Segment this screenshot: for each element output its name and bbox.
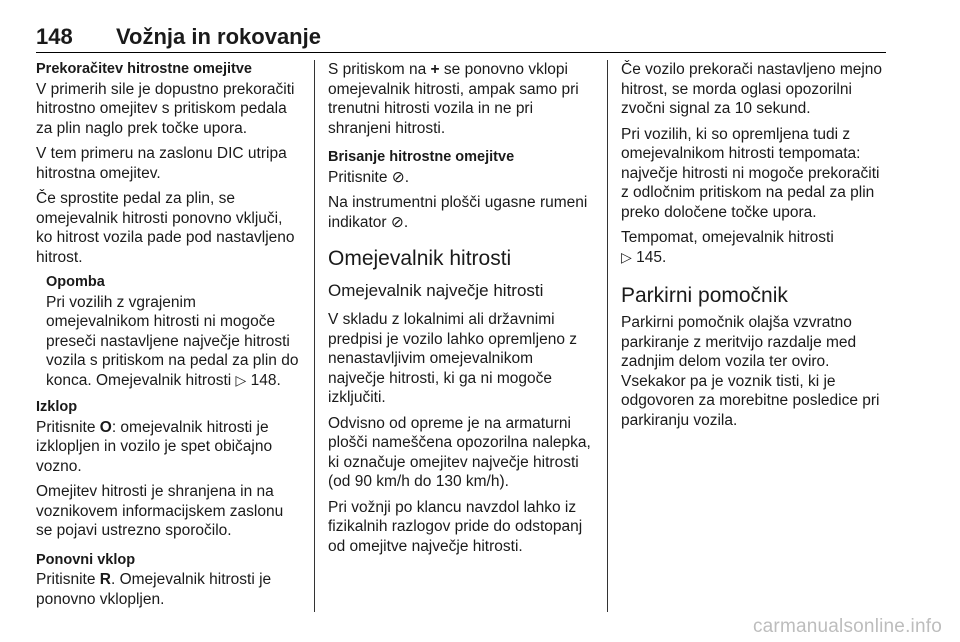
page-header — [36, 24, 886, 53]
paragraph: Na instrumentni plošči ugasne rumeni indikator ⊘. — [328, 194, 588, 231]
column-middle — [328, 60, 594, 562]
speed-limiter-indicator-icon: ⊘ — [390, 213, 404, 231]
paragraph: Parkirni pomočnik olajša vzvratno parkiranje z meritvijo razdalje med zadnjim delom vozila ter oviro. Vsekakor pa je voznik tisti, ki je odgovoren za morebitne posledice pri parkiranju vozila. — [621, 314, 880, 429]
paragraph: S pritiskom na + se ponovno vklopi omejevalnik hitrosti, ampak samo pri trenutni hitrosti vozila in ne pri shranjeni hitrosti. — [328, 61, 579, 137]
paragraph: V tem primeru na zaslonu DIC utripa hitrostna omejitev. — [36, 145, 287, 182]
chapter-heading-parking-assist: Parkirni pomočnik — [621, 284, 788, 307]
resume-button-symbol-icon: R — [99, 571, 111, 588]
page-number: 148 — [36, 24, 73, 49]
speed-limiter-icon: ⊘ — [391, 168, 405, 186]
column-left — [36, 60, 302, 615]
paragraph: Pritisnite O: omejevalnik hitrosti je izklopljen in vozilo je spet običajno vozno. — [36, 418, 273, 475]
paragraph: Pritisnite R. Omejevalnik hitrosti je ponovno vklopljen. — [36, 571, 272, 608]
section-heading-off: Izklop — [36, 399, 78, 415]
paragraph: Tempomat, omejevalnik hitrosti ▷ 145. — [621, 229, 834, 266]
note-text: Pri vozilih z vgrajenim omejevalnikom hitrosti ni mogoče preseči nastavljene največje hitrosti vozila s pritiskom na pedal za plin do konca. Omejevalnik hitrosti ▷ 148. — [46, 293, 299, 389]
paragraph: Če vozilo prekorači nastavljeno mejno hitrost, se morda oglasi opozorilni zvočni signal za 10 sekund. — [621, 61, 883, 117]
paragraph: V primerih sile je dopustno prekoračiti hitrostno omejitev s pritiskom pedala za plin naglo prek točke upora. — [36, 80, 295, 137]
chapter-heading-speed-limiter: Omejevalnik hitrosti — [328, 247, 512, 270]
watermark: carmanualsonline.info — [752, 616, 942, 637]
column-right — [621, 60, 889, 436]
paragraph: Omejitev hitrosti je shranjena in na voznikovem informacijskem zaslonu se pojavi ustrezno sporočilo. — [36, 483, 284, 539]
paragraph: Pri vožnji po klancu navzdol lahko iz fizikalnih razlogov pride do odstopanj od omejitve največje hitrosti. — [328, 498, 583, 555]
section-heading-on: Ponovni vklop — [36, 551, 136, 568]
note-box — [36, 273, 302, 390]
paragraph: Pritisnite ⊘. — [328, 168, 410, 186]
cancel-button-symbol-icon: O — [99, 418, 112, 436]
note-heading: Opomba — [46, 274, 105, 290]
paragraph: V skladu z lokalnimi ali državnimi predpisi je vozilo lahko opremljeno z nenastavljivim omejevalnikom največje hitrosti, ki ga ni mogoče izključiti. — [328, 311, 577, 406]
reference-arrow-icon: ▷ — [621, 248, 632, 265]
paragraph: Pri vozilih, ki so opremljena tudi z omejevalnikom hitrosti tempomata: največje hitrosti ni mogoče prekoračiti z odločnim pritiskom na pedal za plin preko določene točke upora. — [621, 125, 880, 221]
column-divider — [607, 60, 608, 612]
reference-arrow-icon: ▷ — [235, 371, 247, 388]
subheading-max-speed-limiter: Omejevalnik največje hitrosti — [328, 281, 544, 300]
column-divider — [314, 60, 315, 612]
section-heading-exceed: Prekoračitev hitrostne omejitve — [36, 61, 252, 77]
paragraph: Če sprostite pedal za plin, se omejevalnik hitrosti ponovno vključi, ko hitrost vozila pade pod nastavljeno hitrost. — [36, 190, 295, 266]
page-title: Vožnja in rokovanje — [116, 24, 321, 49]
section-heading-delete: Brisanje hitrostne omejitve — [328, 149, 515, 165]
plus-button-symbol-icon: + — [430, 61, 440, 78]
paragraph: Odvisno od opreme je na armaturni plošči nameščena opozorilna nalepka, ki označuje omejitev največje hitrosti (od 90 km/h do 130 km/h). — [328, 414, 591, 490]
